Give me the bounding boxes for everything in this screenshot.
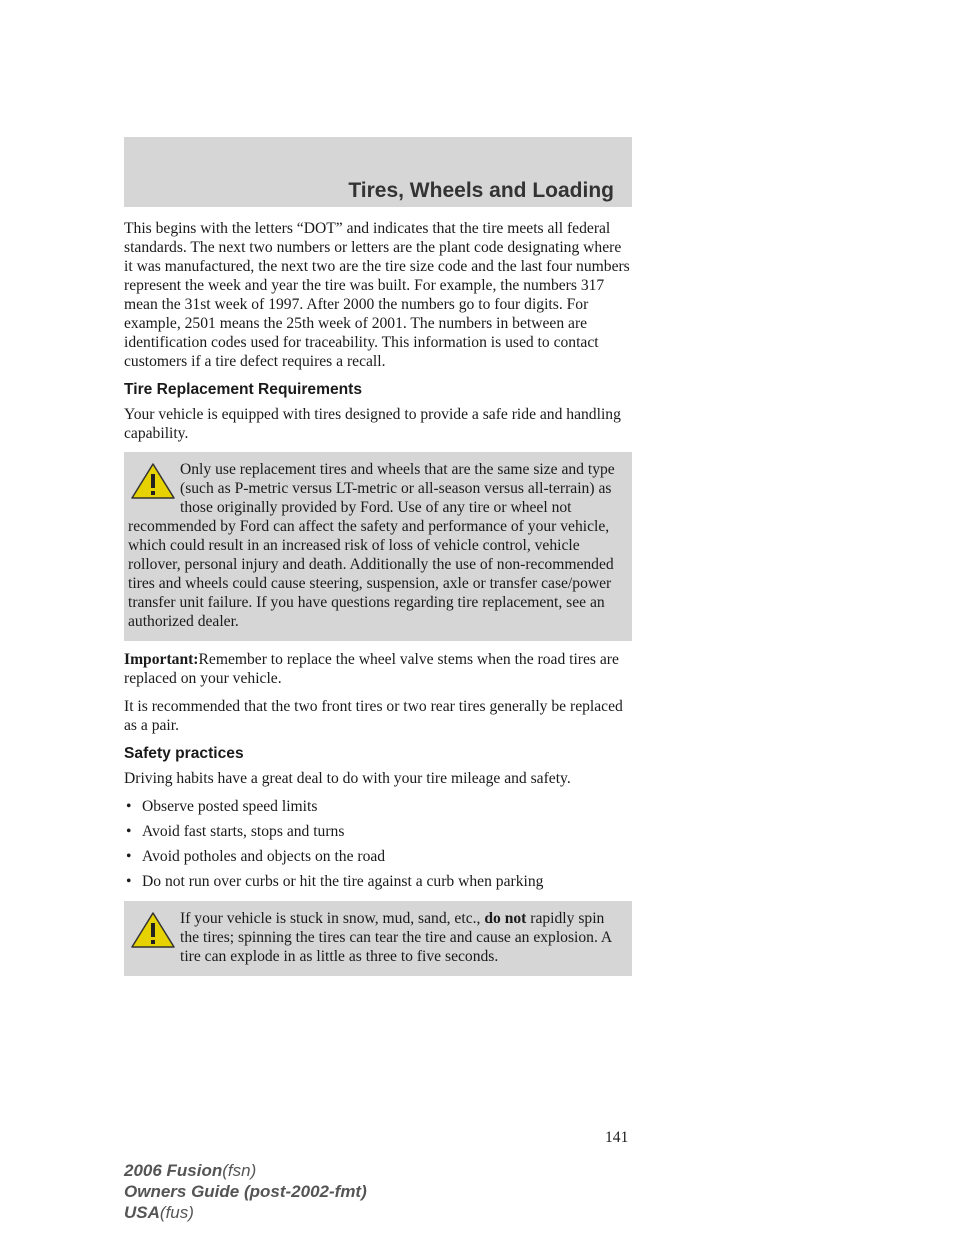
safety-bullet-list bbox=[124, 797, 632, 891]
footer-line-3: USA(fus) bbox=[124, 1203, 194, 1222]
section-heading-safety: Safety practices bbox=[124, 745, 244, 762]
bullet-icon: • bbox=[126, 798, 132, 815]
page-title: Tires, Wheels and Loading bbox=[348, 179, 614, 202]
list-item: • Observe posted speed limits bbox=[126, 798, 318, 815]
warning-triangle-icon bbox=[130, 911, 176, 949]
page-content bbox=[124, 219, 632, 985]
warning-triangle-icon bbox=[130, 462, 176, 500]
footer-info bbox=[124, 1160, 367, 1223]
section-heading-tire-replacement: Tire Replacement Requirements bbox=[124, 381, 363, 398]
warning-text-before: If your vehicle is stuck in snow, mud, sand, etc., bbox=[180, 910, 481, 927]
footer-line-2: Owners Guide (post-2002-fmt) bbox=[124, 1182, 367, 1201]
header-band bbox=[124, 137, 632, 207]
warning-box-replacement bbox=[124, 452, 632, 641]
bullet-icon: • bbox=[126, 848, 132, 865]
warning-text-bold: do not bbox=[484, 910, 527, 927]
safety-paragraph: Driving habits have a great deal to do with your tire mileage and safety. bbox=[124, 770, 571, 787]
warning-text-replacement: Only use replacement tires and wheels that are the same size and type (such as P-metric versus LT-metric or all-season versus all-terrain) as those originally provided by Ford. Use of any tire or wheel not recommended by Ford can affect the safety and performance of your vehicle, which could result in an increased risk of loss of vehicle control, vehicle rollover, personal injury and death. Additionally the use of non-recommended tires and wheels could cause steering, suspension, axle or transfer case/power transfer unit failure. If you have questions regarding tire replacement, see an authorized dealer. bbox=[128, 461, 615, 630]
bullet-icon: • bbox=[126, 873, 132, 890]
important-label: Important: bbox=[124, 651, 199, 668]
important-paragraph bbox=[124, 650, 632, 688]
bullet-icon: • bbox=[126, 823, 132, 840]
footer-line-1: 2006 Fusion(fsn) bbox=[124, 1161, 257, 1180]
page-number: 141 bbox=[605, 1129, 629, 1146]
intro-paragraph: This begins with the letters “DOT” and indicates that the tire meets all federal standards. The next two numbers or letters are the plant code designating where it was manufactured, the next two are the tire size code and the last four numbers represent the week and year the tire was built. For example, the numbers 317 mean the 31st week of 1997. After 2000 the numbers go to four digits. For example, 2501 means the 25th week of 2001. The numbers in between are identification codes used for traceability. This information is used to contact customers if a tire defect requires a recall. bbox=[124, 220, 630, 370]
list-item: • Avoid potholes and objects on the road bbox=[126, 848, 386, 865]
list-item: • Do not run over curbs or hit the tire against a curb when parking bbox=[126, 873, 544, 890]
tire-replacement-paragraph: Your vehicle is equipped with tires designed to provide a safe ride and handling capability. bbox=[124, 406, 621, 442]
pair-paragraph: It is recommended that the two front tires or two rear tires generally be replaced as a pair. bbox=[124, 698, 623, 734]
list-item: • Avoid fast starts, stops and turns bbox=[126, 823, 345, 840]
warning-text-after: rapidly spin the tires; spinning the tires can tear the tire and cause an explosion. A tire can explode in as little as three to five seconds. bbox=[180, 910, 612, 965]
important-text: Remember to replace the wheel valve stems when the road tires are replaced on your vehicle. bbox=[124, 651, 619, 687]
warning-box-spin bbox=[124, 901, 632, 976]
